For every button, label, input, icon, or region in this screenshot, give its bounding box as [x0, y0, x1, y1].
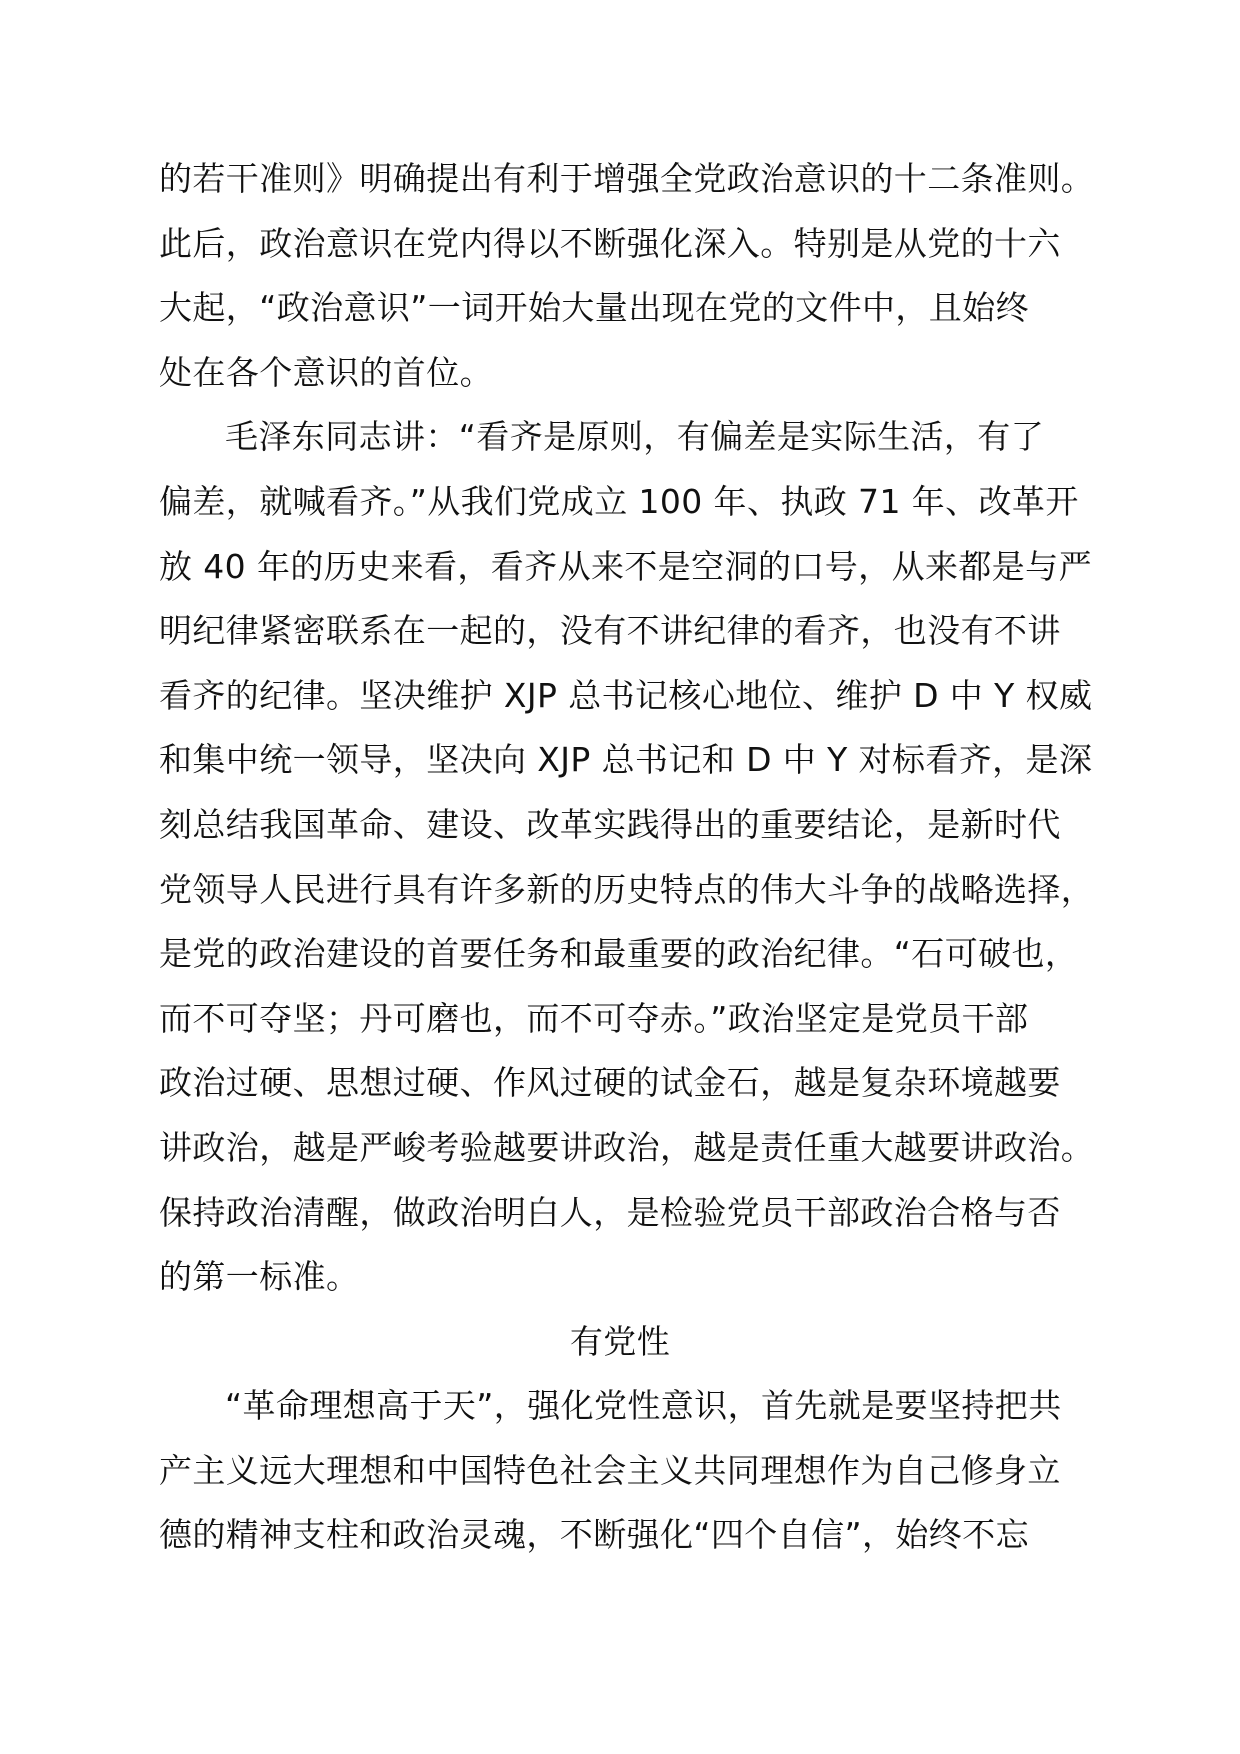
text-line: 大起，“政治意识”一词开始大量出现在党的文件中，且始终	[159, 288, 1029, 328]
text-line: 明纪律紧密联系在一起的，没有不讲纪律的看齐，也没有不讲	[159, 611, 1061, 651]
text-line: 保持政治清醒，做政治明白人，是检验党员干部政治合格与否	[159, 1192, 1061, 1232]
text-line: 党领导人民进行具有许多新的历史特点的伟大斗争的战略选择，	[159, 869, 1095, 909]
body-text	[159, 147, 1119, 1568]
paragraph-first-line: 毛泽东同志讲：“看齐是原则，有偏差是实际生活，有了	[225, 417, 1045, 457]
text-line: 政治过硬、思想过硬、作风过硬的试金石，越是复杂环境越要	[159, 1063, 1061, 1103]
paragraph-first-line: “革命理想高于天”，强化党性意识，首先就是要坚持把共	[225, 1386, 1062, 1426]
text-line: 刻总结我国革命、建设、改革实践得出的重要结论，是新时代	[159, 804, 1061, 844]
text-line: 看齐的纪律。坚决维护 XJP 总书记核心地位、维护 D 中 Y 权威	[159, 675, 1093, 715]
text-line: 偏差，就喊看齐。”从我们党成立 100 年、执政 71 年、改革开	[159, 481, 1079, 521]
text-line: 此后，政治意识在党内得以不断强化深入。特别是从党的十六	[159, 223, 1061, 263]
text-line: 处在各个意识的首位。	[159, 352, 493, 392]
text-line: 德的精神支柱和政治灵魂，不断强化“四个自信”，始终不忘	[159, 1515, 1029, 1555]
text-line: 的第一标准。	[159, 1257, 360, 1297]
text-line: 产主义远大理想和中国特色社会主义共同理想作为自己修身立	[159, 1450, 1061, 1490]
text-line: 而不可夺坚；丹可磨也，而不可夺赤。”政治坚定是党员干部	[159, 998, 1029, 1038]
text-line: 的若干准则》明确提出有利于增强全党政治意识的十二条准则。	[159, 159, 1095, 198]
text-line: 和集中统一领导，坚决向 XJP 总书记和 D 中 Y 对标看齐，是深	[159, 740, 1093, 780]
text-line: 讲政治，越是严峻考验越要讲政治，越是责任重大越要讲政治。	[159, 1127, 1095, 1167]
section-heading: 有党性	[569, 1321, 671, 1361]
text-line: 放 40 年的历史来看，看齐从来不是空洞的口号，从来都是与严	[159, 546, 1092, 586]
text-line: 是党的政治建设的首要任务和最重要的政治纪律。“石可破也，	[159, 934, 1079, 974]
